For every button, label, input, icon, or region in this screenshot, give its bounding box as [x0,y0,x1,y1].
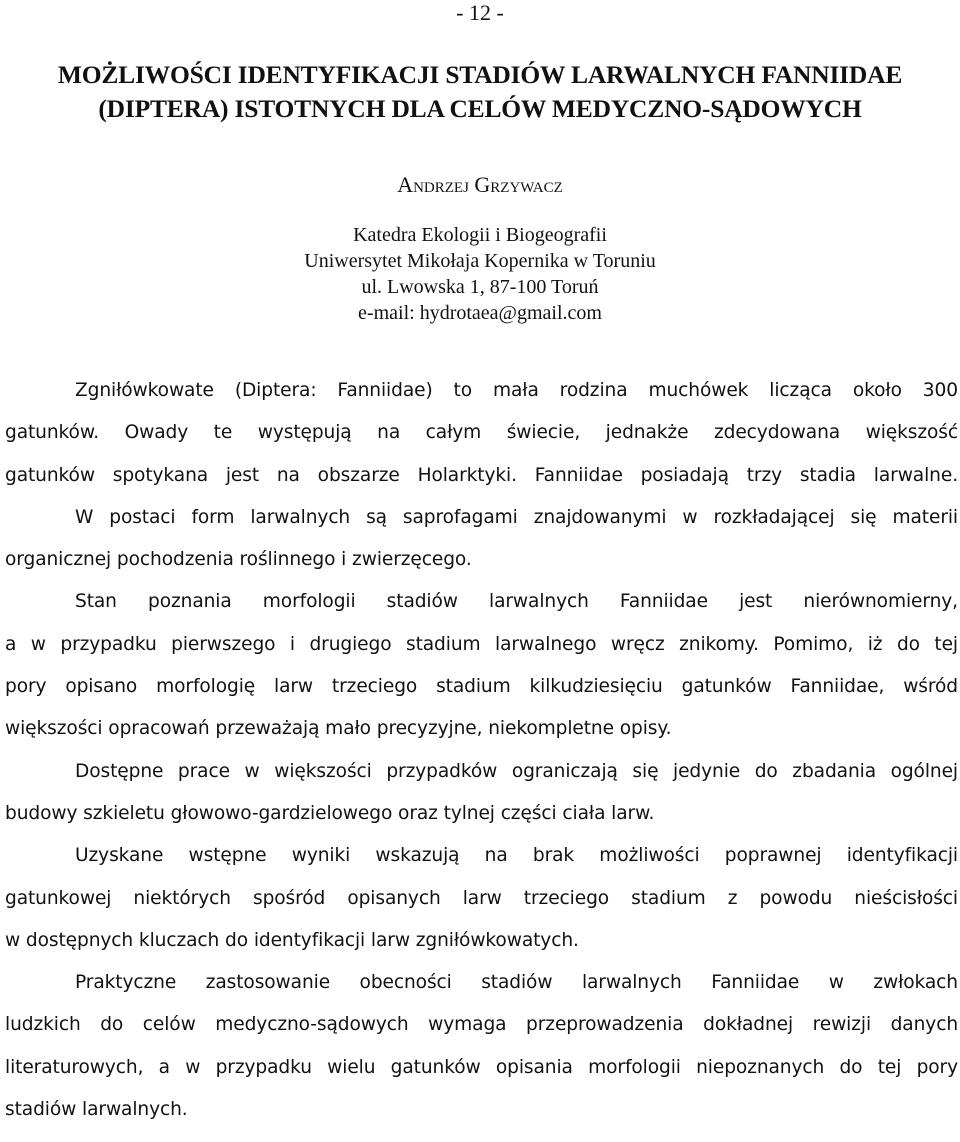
affiliation-block [0,222,960,326]
affiliation-address: ul. Lwowska 1, 87-100 Toruń [361,276,599,298]
author-name: Andrzej Grzywacz [397,172,563,197]
abstract-body [5,370,958,1131]
abstract-line: Zgniłówkowate (Diptera: Fanniidae) to mała rodzina muchówek licząca około 300 [75,380,958,401]
affiliation-department: Katedra Ekologii i Biogeografii [353,224,607,246]
page-number: - 12 - [456,0,504,25]
abstract-line: gatunków. Owady te występują na całym świecie, jednakże zdecydowana większość [5,422,958,444]
abstract-line: Praktyczne zastosowanie obecności stadiów larwalnych Fanniidae w zwłokach [75,972,958,994]
abstract-line: a w przypadku pierwszego i drugiego stadium larwalnego wręcz znikomy. Pomimo, iż do tej [5,633,958,655]
abstract-line: ludzkich do celów medyczno-sądowych wymaga przeprowadzenia dokładnej rewizji danych [5,1014,958,1036]
abstract-line: Stan poznania morfologii stadiów larwalnych Fanniidae jest nierównomierny, [75,591,958,613]
abstract-line: Uzyskane wstępne wyniki wskazują na brak możliwości poprawnej identyfikacji [75,845,958,867]
paper-title [0,58,960,126]
abstract-line: w dostępnych kluczach do identyfikacji larw zgniłówkowatych. [5,929,579,951]
title-line-2: (DIPTERA) ISTOTNYCH DLA CELÓW MEDYCZNO-SĄDOWYCH [98,94,862,123]
abstract-line: Dostępne prace w większości przypadków ograniczają się jedynie do zbadania ogólnej [75,760,958,782]
abstract-line: gatunkowej niektórych spośród opisanych larw trzeciego stadium z powodu nieścisłości [5,887,958,909]
abstract-line: stadiów larwalnych. [5,1099,188,1121]
abstract-line: większości opracowań przeważają mało precyzyjne, niekompletne opisy. [5,718,672,740]
abstract-line: pory opisano morfologię larw trzeciego stadium kilkudziesięciu gatunków Fanniidae, wśród [5,676,958,698]
abstract-line: W postaci form larwalnych są saprofagami znajdowanymi w rozkładającej się materii [75,506,958,528]
abstract-line: literaturowych, a w przypadku wielu gatunków opisania morfologii niepoznanych do tej pory [5,1056,958,1078]
affiliation-university: Uniwersytet Mikołaja Kopernika w Toruniu [304,250,656,272]
title-line-1: MOŻLIWOŚCI IDENTYFIKACJI STADIÓW LARWALNYCH FANNIIDAE [57,60,903,89]
abstract-line: gatunków spotykana jest na obszarze Holarktyki. Fanniidae posiadają trzy stadia larwalne. [5,464,958,486]
affiliation-email: e-mail: hydrotaea@gmail.com [358,302,602,324]
abstract-line: organicznej pochodzenia roślinnego i zwierzęcego. [5,549,472,571]
abstract-line: budowy szkieletu głowowo-gardzielowego oraz tylnej części ciała larw. [5,802,655,824]
